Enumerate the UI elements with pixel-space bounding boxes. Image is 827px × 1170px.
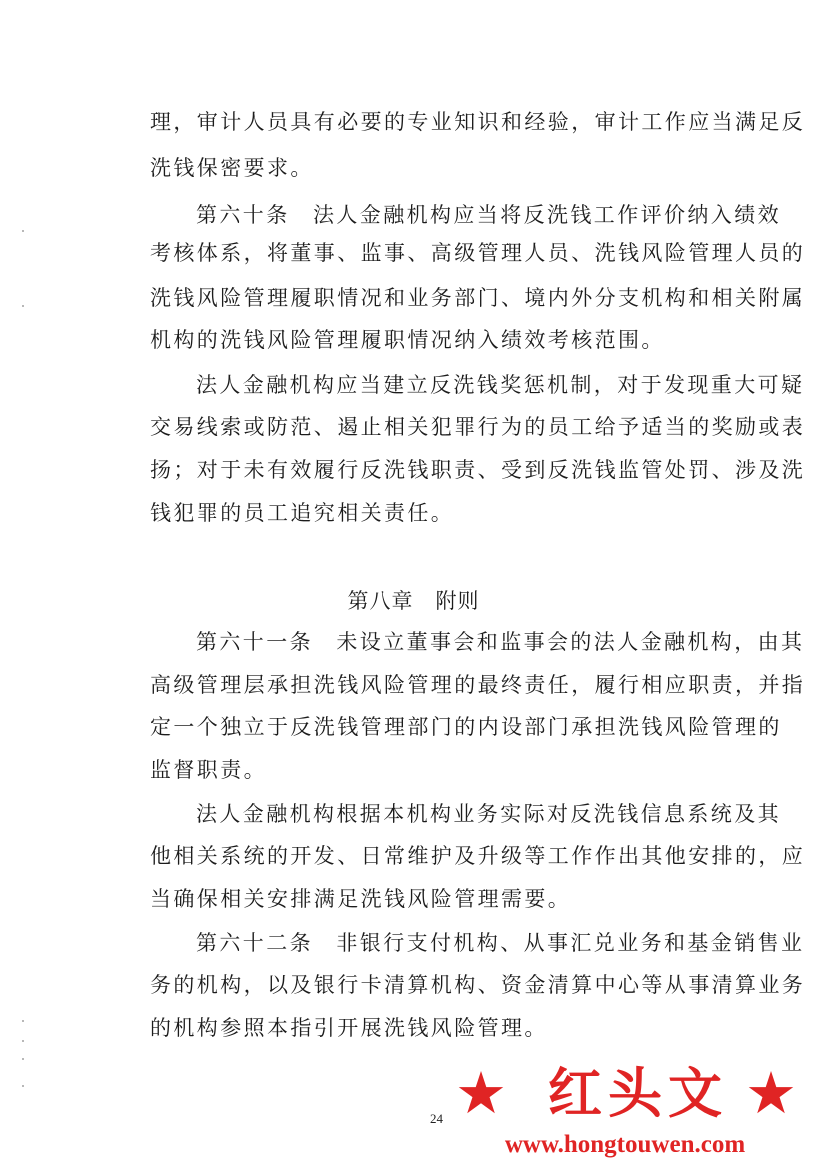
- text-line: 理，审计人员具有必要的专业知识和经验，审计工作应当满足反: [150, 110, 806, 134]
- text-line: 钱犯罪的员工追究相关责任。: [150, 501, 455, 525]
- chapter-heading: 第八章 附则: [347, 589, 480, 613]
- watermark-title: 红头文: [548, 1061, 728, 1125]
- text-line: 考核体系，将董事、监事、高级管理人员、洗钱风险管理人员的: [150, 241, 806, 265]
- text-line: 当确保相关安排满足洗钱风险管理需要。: [150, 887, 572, 911]
- article-62-start: 第六十二条 非银行支付机构、从事汇兑业务和基金销售业: [196, 931, 805, 955]
- text-line: 监督职责。: [150, 758, 267, 782]
- page-number: 24: [430, 1111, 443, 1126]
- text-line: 高级管理层承担洗钱风险管理的最终责任，履行相应职责，并指: [150, 673, 806, 697]
- article-60-start: 第六十条 法人金融机构应当将反洗钱工作评价纳入绩效: [196, 203, 781, 227]
- scan-margin-mark: [22, 1058, 24, 1060]
- text-line: 的机构参照本指引开展洗钱风险管理。: [150, 1016, 548, 1040]
- star-icon: ★: [745, 1059, 797, 1127]
- scan-margin-mark: [22, 230, 24, 232]
- scan-margin-mark: [22, 305, 24, 307]
- scan-margin-mark: [22, 1085, 24, 1087]
- text-line: 洗钱风险管理履职情况和业务部门、境内外分支机构和相关附属: [150, 286, 806, 310]
- star-icon: ★: [455, 1059, 507, 1127]
- paragraph-start: 法人金融机构应当建立反洗钱奖惩机制，对于发现重大可疑: [196, 373, 805, 397]
- text-line: 洗钱保密要求。: [150, 156, 314, 180]
- text-line: 定一个独立于反洗钱管理部门的内设部门承担洗钱风险管理的: [150, 715, 782, 739]
- watermark-url[interactable]: www.hongtouwen.com: [504, 1131, 746, 1158]
- text-line: 交易线索或防范、遏止相关犯罪行为的员工给予适当的奖励或表: [150, 415, 806, 439]
- text-line: 机构的洗钱风险管理履职情况纳入绩效考核范围。: [150, 328, 665, 352]
- scan-margin-mark: [22, 1020, 24, 1022]
- text-line: 扬；对于未有效履行反洗钱职责、受到反洗钱监管处罚、涉及洗: [150, 458, 806, 482]
- article-61-start: 第六十一条 未设立董事会和监事会的法人金融机构，由其: [196, 630, 805, 654]
- scan-margin-mark: [22, 1040, 24, 1042]
- text-line: 他相关系统的开发、日常维护及升级等工作作出其他安排的，应: [150, 844, 806, 868]
- watermark: [455, 1058, 805, 1168]
- paragraph-start: 法人金融机构根据本机构业务实际对反洗钱信息系统及其: [196, 802, 781, 826]
- text-line: 务的机构，以及银行卡清算机构、资金清算中心等从事清算业务: [150, 973, 806, 997]
